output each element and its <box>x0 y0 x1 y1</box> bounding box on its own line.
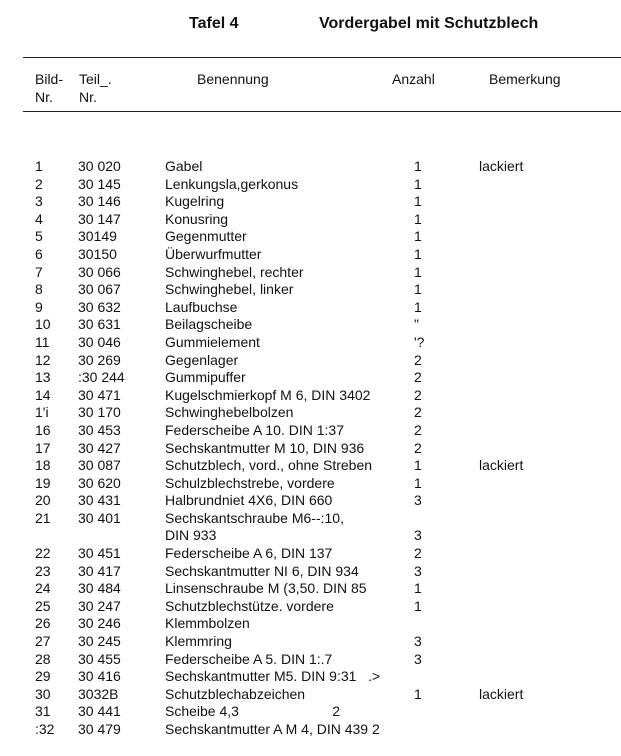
cell-bild-nr: 8 <box>35 281 43 298</box>
column-header-benennung: Benennung <box>197 71 269 87</box>
cell-benennung: Schwinghebelbolzen <box>165 404 294 421</box>
cell-bemerkung: lackiert <box>479 685 524 702</box>
cell-benennung: Schwinghebel, linker <box>165 281 294 298</box>
cell-anzahl: 2 <box>414 369 422 386</box>
table-row <box>0 440 621 458</box>
cell-anzahl: 3 <box>414 633 422 650</box>
cell-anzahl: 3 <box>414 562 422 579</box>
cell-anzahl: 1 <box>414 245 422 262</box>
cell-bild-nr: 28 <box>35 650 51 667</box>
table-row <box>0 615 621 633</box>
cell-anzahl: 1 <box>414 474 422 491</box>
cell-bild-nr: 10 <box>35 316 51 333</box>
cell-bild-nr: 13 <box>35 369 51 386</box>
cell-teil-nr: 30 146 <box>78 193 121 210</box>
cell-bild-nr: 25 <box>35 597 51 614</box>
cell-anzahl: 2 <box>414 545 422 562</box>
cell-bild-nr: 24 <box>35 580 51 597</box>
cell-teil-nr: 30 631 <box>78 316 121 333</box>
cell-anzahl: '? <box>414 333 425 350</box>
cell-benennung: Klemmring <box>165 633 232 650</box>
cell-teil-nr: 30 431 <box>78 492 121 509</box>
table-row <box>0 387 621 405</box>
cell-anzahl: 1 <box>414 457 422 474</box>
cell-bild-nr: 29 <box>35 668 51 685</box>
table-row <box>0 334 621 352</box>
table-row <box>0 281 621 299</box>
cell-benennung: Sechskantschraube M6--:10, DIN 933 <box>165 509 344 544</box>
cell-teil-nr: 30 269 <box>78 351 121 368</box>
cell-bild-nr: 3 <box>35 193 43 210</box>
cell-teil-nr: 30 620 <box>78 474 121 491</box>
page-title-assembly: Vordergabel mit Schutzblech <box>319 15 539 32</box>
table-row <box>0 563 621 581</box>
cell-teil-nr: 30 479 <box>78 721 121 737</box>
table-row <box>0 580 621 598</box>
cell-teil-nr: 30 417 <box>78 562 121 579</box>
cell-bild-nr: 12 <box>35 351 51 368</box>
cell-teil-nr: 30 147 <box>78 210 121 227</box>
column-header-anzahl: Anzahl <box>392 71 435 87</box>
table-row <box>0 721 621 739</box>
cell-teil-nr: :30 244 <box>78 369 125 386</box>
cell-anzahl: 1 <box>414 580 422 597</box>
table-row <box>0 703 621 721</box>
cell-teil-nr: 30 471 <box>78 386 121 403</box>
cell-bild-nr: 2 <box>35 175 43 192</box>
cell-benennung: Halbrundniet 4X6, DIN 660 <box>165 492 333 509</box>
cell-teil-nr: 30150 <box>78 245 117 262</box>
cell-teil-nr: 3032B <box>78 685 119 702</box>
table-row <box>0 211 621 229</box>
cell-bemerkung: lackiert <box>479 457 524 474</box>
cell-teil-nr: 30 066 <box>78 263 121 280</box>
cell-teil-nr: 30 087 <box>78 457 121 474</box>
table-row <box>0 352 621 370</box>
cell-benennung: Gegenmutter <box>165 228 247 245</box>
table-row <box>0 457 621 475</box>
table-row <box>0 193 621 211</box>
cell-benennung: Schutzblechstütze. vordere <box>165 597 334 614</box>
cell-benennung: Federscheibe A 10. DIN 1:37 <box>165 421 344 438</box>
cell-teil-nr: 30 484 <box>78 580 121 597</box>
table-row <box>0 228 621 246</box>
table-row <box>0 475 621 493</box>
cell-benennung: Kugelring <box>165 193 225 210</box>
cell-benennung: Sechskantmutter M 10, DIN 936 <box>165 439 365 456</box>
cell-anzahl: 1 <box>414 228 422 245</box>
cell-anzahl: 1 <box>414 685 422 702</box>
cell-benennung: Klemmbolzen <box>165 615 250 632</box>
cell-bild-nr: 18 <box>35 457 51 474</box>
cell-bild-nr: 26 <box>35 615 51 632</box>
cell-bild-nr: 22 <box>35 545 51 562</box>
cell-bild-nr: 31 <box>35 703 51 720</box>
parts-table <box>0 158 621 739</box>
cell-anzahl: 3 <box>414 527 422 544</box>
cell-bild-nr: 1'i <box>35 404 49 421</box>
table-row <box>0 404 621 422</box>
cell-bild-nr: 23 <box>35 562 51 579</box>
cell-benennung: Konusring <box>165 210 229 227</box>
cell-anzahl: 1 <box>414 597 422 614</box>
cell-anzahl: 2 <box>414 421 422 438</box>
table-row <box>0 369 621 387</box>
table-row <box>0 633 621 651</box>
cell-benennung: Gegenlager <box>165 351 239 368</box>
column-header-bild-nr: Bild- Nr. <box>35 71 64 105</box>
cell-teil-nr: 30 046 <box>78 333 121 350</box>
cell-benennung: Kugelschmierkopf M 6, DIN 3402 <box>165 386 371 403</box>
cell-anzahl: 2 <box>414 439 422 456</box>
cell-teil-nr: 30 455 <box>78 650 121 667</box>
cell-teil-nr: 30 170 <box>78 404 121 421</box>
cell-bild-nr: 17 <box>35 439 51 456</box>
cell-teil-nr: 30 020 <box>78 158 121 174</box>
cell-teil-nr: 30 245 <box>78 633 121 650</box>
table-row <box>0 510 621 545</box>
table-row <box>0 316 621 334</box>
cell-teil-nr: 30 067 <box>78 281 121 298</box>
column-header-bemerkung: Bemerkung <box>489 71 561 87</box>
cell-anzahl: 1 <box>414 298 422 315</box>
cell-teil-nr: 30 401 <box>78 509 121 526</box>
cell-bild-nr: 20 <box>35 492 51 509</box>
table-row <box>0 492 621 510</box>
cell-benennung: Schulzblechstrebe, vordere <box>165 474 335 491</box>
cell-teil-nr: 30149 <box>78 228 117 245</box>
cell-benennung: Federscheibe A 6, DIN 137 <box>165 545 333 562</box>
cell-bild-nr: 27 <box>35 633 51 650</box>
table-row <box>0 598 621 616</box>
cell-teil-nr: 30 145 <box>78 175 121 192</box>
cell-teil-nr: 30 247 <box>78 597 121 614</box>
cell-anzahl: 3 <box>414 650 422 667</box>
table-row <box>0 545 621 563</box>
cell-anzahl: 1 <box>414 175 422 192</box>
cell-benennung: Gabel <box>165 158 203 174</box>
cell-bild-nr: 6 <box>35 245 43 262</box>
cell-benennung: Sechskantmutter M5. DIN 9:31 .> <box>165 668 381 685</box>
cell-teil-nr: 30 441 <box>78 703 121 720</box>
cell-bild-nr: 7 <box>35 263 43 280</box>
cell-bild-nr: 30 <box>35 685 51 702</box>
cell-benennung: Beilagscheibe <box>165 316 253 333</box>
table-row <box>0 668 621 686</box>
cell-benennung: Schutzblechabzeichen <box>165 685 306 702</box>
table-row <box>0 422 621 440</box>
cell-bild-nr: 4 <box>35 210 43 227</box>
cell-bild-nr: 1 <box>35 158 43 174</box>
cell-bild-nr: 19 <box>35 474 51 491</box>
cell-teil-nr: 30 453 <box>78 421 121 438</box>
cell-benennung: Überwurfmutter <box>165 245 262 262</box>
table-row <box>0 686 621 704</box>
table-row <box>0 651 621 669</box>
cell-teil-nr: 30 427 <box>78 439 121 456</box>
header-bottom-rule <box>23 111 621 112</box>
cell-benennung: Gummipuffer <box>165 369 246 386</box>
cell-anzahl: 3 <box>414 492 422 509</box>
cell-teil-nr: 30 416 <box>78 668 121 685</box>
cell-anzahl: 1 <box>414 158 422 174</box>
cell-benennung: Linsenschraube M (3,50. DIN 85 <box>165 580 367 597</box>
header-top-rule <box>23 57 621 58</box>
cell-benennung: Lenkungsla,gerkonus <box>165 175 299 192</box>
cell-bild-nr: 16 <box>35 421 51 438</box>
column-header-teil-nr: Teil_. Nr. <box>79 71 112 105</box>
cell-benennung: Sechskantmutter NI 6, DIN 934 <box>165 562 359 579</box>
table-row <box>0 246 621 264</box>
cell-anzahl: 1 <box>414 281 422 298</box>
table-row <box>0 264 621 282</box>
cell-benennung: Federscheibe A 5. DIN 1:.7 <box>165 650 333 667</box>
cell-anzahl: 2 <box>414 386 422 403</box>
cell-benennung: Gummielement <box>165 333 260 350</box>
cell-teil-nr: 30 246 <box>78 615 121 632</box>
cell-benennung: Schwinghebel, rechter <box>165 263 304 280</box>
cell-benennung: Schutzblech, vord., ohne Streben <box>165 457 373 474</box>
table-row <box>0 176 621 194</box>
page-title-plate: Tafel 4 <box>189 15 239 32</box>
cell-anzahl: 2 <box>414 351 422 368</box>
cell-bemerkung: lackiert <box>479 158 524 174</box>
cell-benennung: Scheibe 4,3 2 <box>165 703 341 720</box>
table-row <box>0 158 621 176</box>
cell-teil-nr: 30 632 <box>78 298 121 315</box>
table-row <box>0 299 621 317</box>
cell-bild-nr: :32 <box>35 721 55 737</box>
cell-benennung: Sechskantmutter A M 4, DIN 439 2 <box>165 721 380 737</box>
cell-anzahl: " <box>414 316 419 333</box>
cell-bild-nr: 11 <box>35 333 50 350</box>
cell-anzahl: 1 <box>414 263 422 280</box>
cell-bild-nr: 9 <box>35 298 43 315</box>
cell-bild-nr: 14 <box>35 386 51 403</box>
cell-bild-nr: 21 <box>35 509 51 526</box>
cell-anzahl: 1 <box>414 210 422 227</box>
cell-bild-nr: 5 <box>35 228 43 245</box>
cell-benennung: Laufbuchse <box>165 298 238 315</box>
cell-anzahl: 2 <box>414 404 422 421</box>
cell-anzahl: 1 <box>414 193 422 210</box>
cell-teil-nr: 30 451 <box>78 545 121 562</box>
